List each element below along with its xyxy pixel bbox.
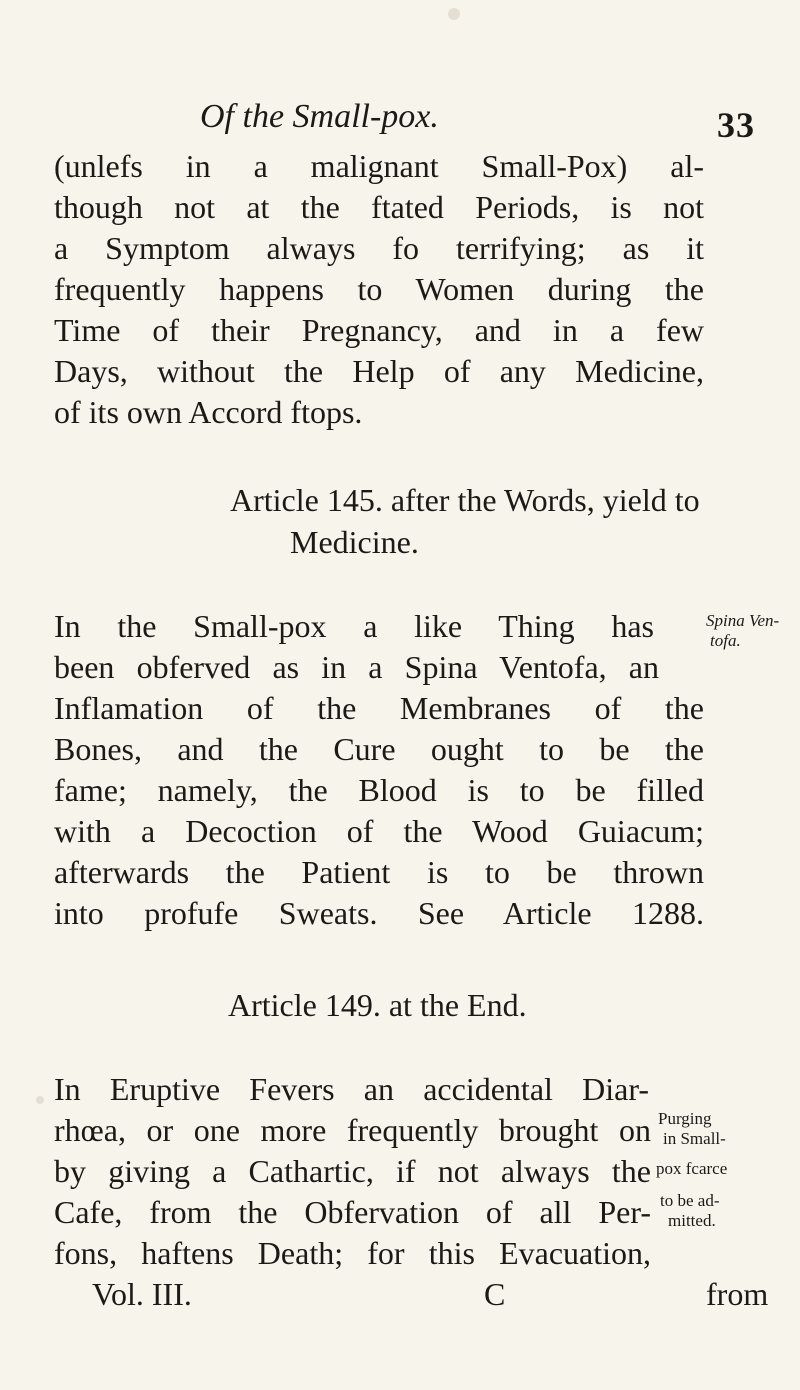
article-heading: Article 149. at the End. xyxy=(228,987,527,1023)
text-line: (unlefs in a malignant Small-Pox) al- xyxy=(54,148,704,184)
text-line: rhœa, or one more frequently brought on xyxy=(54,1112,651,1148)
text-line: Bones, and the Cure ought to be the xyxy=(54,731,704,767)
text-line: Cafe, from the Obfervation of all Per- xyxy=(54,1194,651,1230)
text-line: Days, without the Help of any Medicine, xyxy=(54,353,704,389)
text-line: a Symptom always fo terrifying; as it xyxy=(54,230,704,266)
margin-note-purging: mitted. xyxy=(668,1211,716,1230)
text-line: of its own Accord ftops. xyxy=(54,394,363,430)
text-line: by giving a Cathartic, if not always the xyxy=(54,1153,651,1189)
margin-note-purging: in Small- xyxy=(663,1129,726,1148)
page-number: 33 xyxy=(717,105,755,145)
catchword: from xyxy=(706,1276,769,1312)
margin-note-purging: to be ad- xyxy=(660,1191,720,1210)
text-line: fons, haftens Death; for this Evacuation, xyxy=(54,1235,651,1271)
volume-label: Vol. III. xyxy=(92,1276,192,1312)
margin-note-purging: pox fcarce xyxy=(656,1159,728,1178)
running-title: Of the Small-pox. xyxy=(200,98,439,135)
text-line: with a Decoction of the Wood Guiacum; xyxy=(54,813,704,849)
paper-stain xyxy=(448,8,460,20)
signature-mark: C xyxy=(484,1276,506,1312)
margin-note-spina: Spina Ven- xyxy=(706,611,780,630)
text-line: Inflamation of the Membranes of the xyxy=(54,690,704,726)
text-line: though not at the ftated Periods, is not xyxy=(54,189,704,225)
text-line: In the Small-pox a like Thing has xyxy=(54,608,654,644)
article-heading: Article 145. after the Words, yield to xyxy=(230,482,700,518)
margin-note-purging: Purging xyxy=(658,1109,712,1128)
text-line: fame; namely, the Blood is to be filled xyxy=(54,772,704,808)
text-line: into profufe Sweats. See Article 1288. xyxy=(54,895,704,931)
margin-note-spina: tofa. xyxy=(710,631,741,650)
paper-stain xyxy=(36,1096,44,1104)
text-line: frequently happens to Women during the xyxy=(54,271,704,307)
text-line: been obferved as in a Spina Ventofa, an xyxy=(54,649,659,685)
text-line: In Eruptive Fevers an accidental Diar- xyxy=(54,1071,649,1107)
article-heading-cont: Medicine. xyxy=(290,524,419,560)
text-line: afterwards the Patient is to be thrown xyxy=(54,854,704,890)
text-line: Time of their Pregnancy, and in a few xyxy=(54,312,704,348)
